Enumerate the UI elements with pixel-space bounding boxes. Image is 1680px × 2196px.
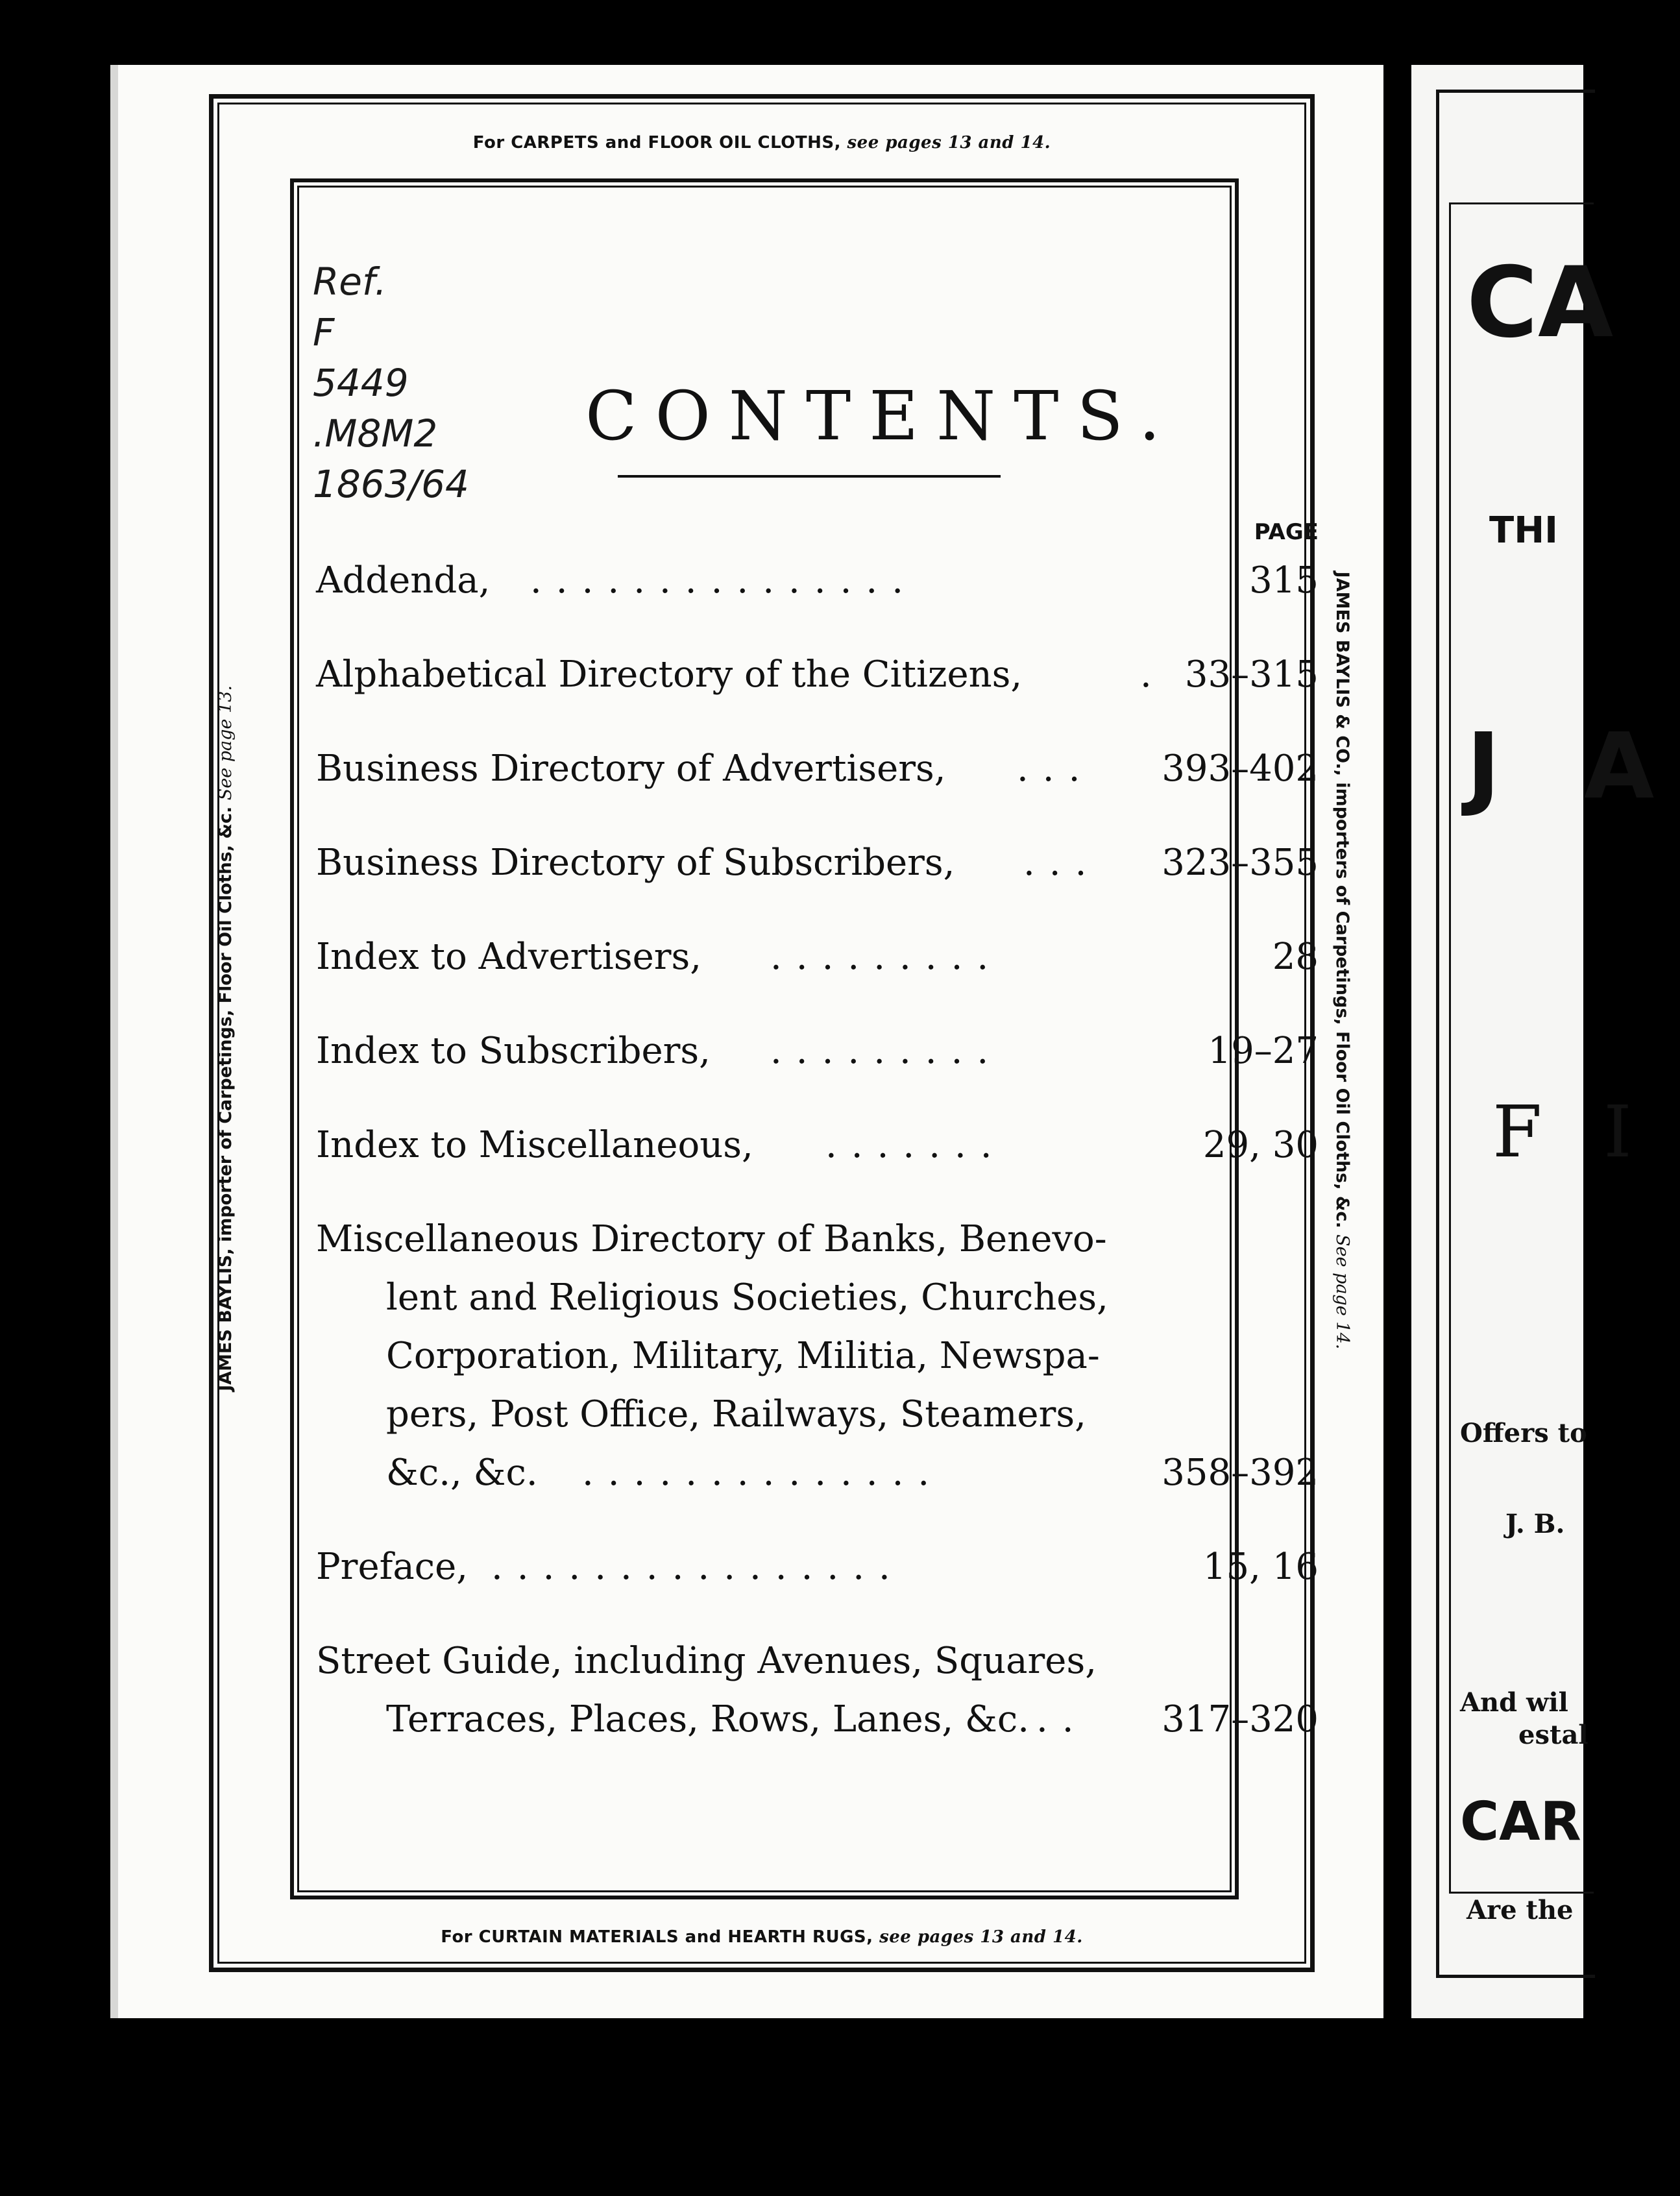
entry-line [316, 1022, 1319, 1080]
contents-entry [316, 646, 1319, 704]
adjacent-fragment: estal [1518, 1720, 1589, 1750]
adjacent-fragment: And wil [1460, 1687, 1568, 1718]
contents-page [118, 65, 1383, 2018]
page-edge [110, 65, 118, 2018]
entry-line [316, 1385, 1319, 1444]
leader-dots: . [1140, 653, 1166, 696]
entry-label: &c., &c. [386, 1452, 538, 1494]
leader-dots: .. [1036, 1698, 1088, 1740]
contents-entry [316, 834, 1319, 892]
bottom-head-bold: For CURTAIN MATERIALS and HEARTH RUGS, [441, 1927, 873, 1947]
adjacent-inner-border [1449, 202, 1594, 1894]
entry-label: Terraces, Places, Rows, Lanes, &c. [386, 1698, 1030, 1740]
adjacent-page [1411, 65, 1680, 2018]
right-margin-italic: See page 14. [1332, 1234, 1352, 1350]
top-head-bold: For CARPETS and FLOOR OIL CLOTHS, [472, 133, 841, 152]
entry-page-number: 28 [1272, 936, 1319, 978]
entry-page-number: 393–402 [1162, 748, 1319, 790]
entry-line [316, 1210, 1319, 1269]
entry-label: Addenda, [316, 559, 491, 602]
book-gutter [1383, 52, 1411, 2031]
entry-line [316, 1690, 1319, 1749]
entry-label: pers, Post Office, Railways, Steamers, [386, 1393, 1086, 1435]
leader-dots: ... [1017, 748, 1095, 790]
bottom-head-italic: see pages 13 and 14. [879, 1927, 1083, 1947]
adjacent-fragment: Are the [1467, 1895, 1574, 1925]
left-margin-bold: JAMES BAYLIS, importer of Carpetings, Floor Oil Cloths, &c. [215, 806, 236, 1391]
entry-label: Alphabetical Directory of the Citizens, [316, 653, 1023, 696]
entry-label: Miscellaneous Directory of Banks, Benevo- [316, 1218, 1107, 1260]
top-head-italic: see pages 13 and 14. [847, 133, 1051, 152]
leader-dots: ............... [530, 559, 918, 602]
leader-dots: ................ [491, 1546, 905, 1588]
title-rule [618, 475, 1001, 478]
entry-page-number: 317–320 [1162, 1698, 1319, 1740]
contents-entry [316, 1210, 1319, 1502]
contents-entry [316, 1116, 1319, 1175]
entry-label: Index to Miscellaneous, [316, 1124, 753, 1166]
entry-line [316, 1632, 1319, 1690]
contents-entry [316, 740, 1319, 798]
handwritten-line: F [313, 310, 335, 354]
entry-label: Preface, [316, 1546, 469, 1588]
contents-entry [316, 1022, 1319, 1080]
leader-dots: ......... [770, 936, 1003, 978]
handwritten-line: .M8M2 [313, 411, 438, 456]
entry-page-number: 358–392 [1162, 1452, 1319, 1494]
entry-line [316, 928, 1319, 986]
right-margin-bold: JAMES BAYLIS & CO., importers of Carpetings, Floor Oil Cloths, &c. [1332, 571, 1352, 1228]
entry-label: Index to Advertisers, [316, 936, 702, 978]
entry-line [316, 1444, 1319, 1502]
adjacent-fragment: F I [1492, 1090, 1651, 1173]
handwritten-line: 1863/64 [313, 462, 469, 506]
entry-page-number: 33–315 [1184, 653, 1319, 696]
left-margin-advert [215, 610, 241, 1467]
entry-label: lent and Religious Societies, Churches, [386, 1276, 1108, 1319]
entry-line [316, 1116, 1319, 1175]
entry-page-number: 19–27 [1208, 1030, 1319, 1072]
handwritten-line: Ref. [313, 260, 387, 304]
adjacent-fragment: J. B. [1505, 1509, 1565, 1539]
entry-line [316, 646, 1319, 704]
entry-line [316, 740, 1319, 798]
entry-page-number: 29, 30 [1202, 1124, 1319, 1166]
entry-line [316, 1538, 1319, 1596]
contents-entry [316, 1632, 1319, 1749]
entry-page-number: 323–355 [1162, 842, 1319, 884]
entry-page-number: 15, 16 [1202, 1546, 1319, 1588]
entry-line [316, 834, 1319, 892]
bottom-running-head [209, 1927, 1315, 1947]
entry-line [316, 1327, 1319, 1385]
contents-entry [316, 928, 1319, 986]
leader-dots: ....... [825, 1124, 1006, 1166]
left-margin-italic: See page 13. [215, 685, 236, 801]
adjacent-fragment: CA [1467, 247, 1614, 360]
entry-line [316, 1269, 1319, 1327]
handwritten-call-number [313, 256, 520, 509]
adjacent-fragment: J A [1467, 714, 1680, 820]
leader-dots: ......... [770, 1030, 1003, 1072]
entry-label: Business Directory of Advertisers, [316, 748, 946, 790]
page-column-label: PAGE [1254, 519, 1319, 545]
top-running-head [209, 133, 1315, 152]
contents-entry [316, 552, 1319, 610]
adjacent-fragment: THI [1489, 509, 1558, 552]
right-margin-advert [1326, 532, 1352, 1389]
leader-dots: ... [1023, 842, 1101, 884]
entry-page-number: 315 [1249, 559, 1319, 602]
adjacent-fragment: Offers to [1460, 1418, 1587, 1448]
entry-line [316, 552, 1319, 610]
entry-label: Business Directory of Subscribers, [316, 842, 955, 884]
leader-dots: .............. [582, 1452, 944, 1494]
page-title: CONTENTS. [585, 376, 1179, 456]
contents-entry [316, 1538, 1319, 1596]
entry-label: Street Guide, including Avenues, Squares, [316, 1640, 1097, 1682]
handwritten-line: 5449 [313, 361, 409, 405]
entry-label: Index to Subscribers, [316, 1030, 711, 1072]
adjacent-fragment: CAR [1460, 1791, 1581, 1853]
entry-label: Corporation, Military, Militia, Newspa- [386, 1335, 1100, 1377]
